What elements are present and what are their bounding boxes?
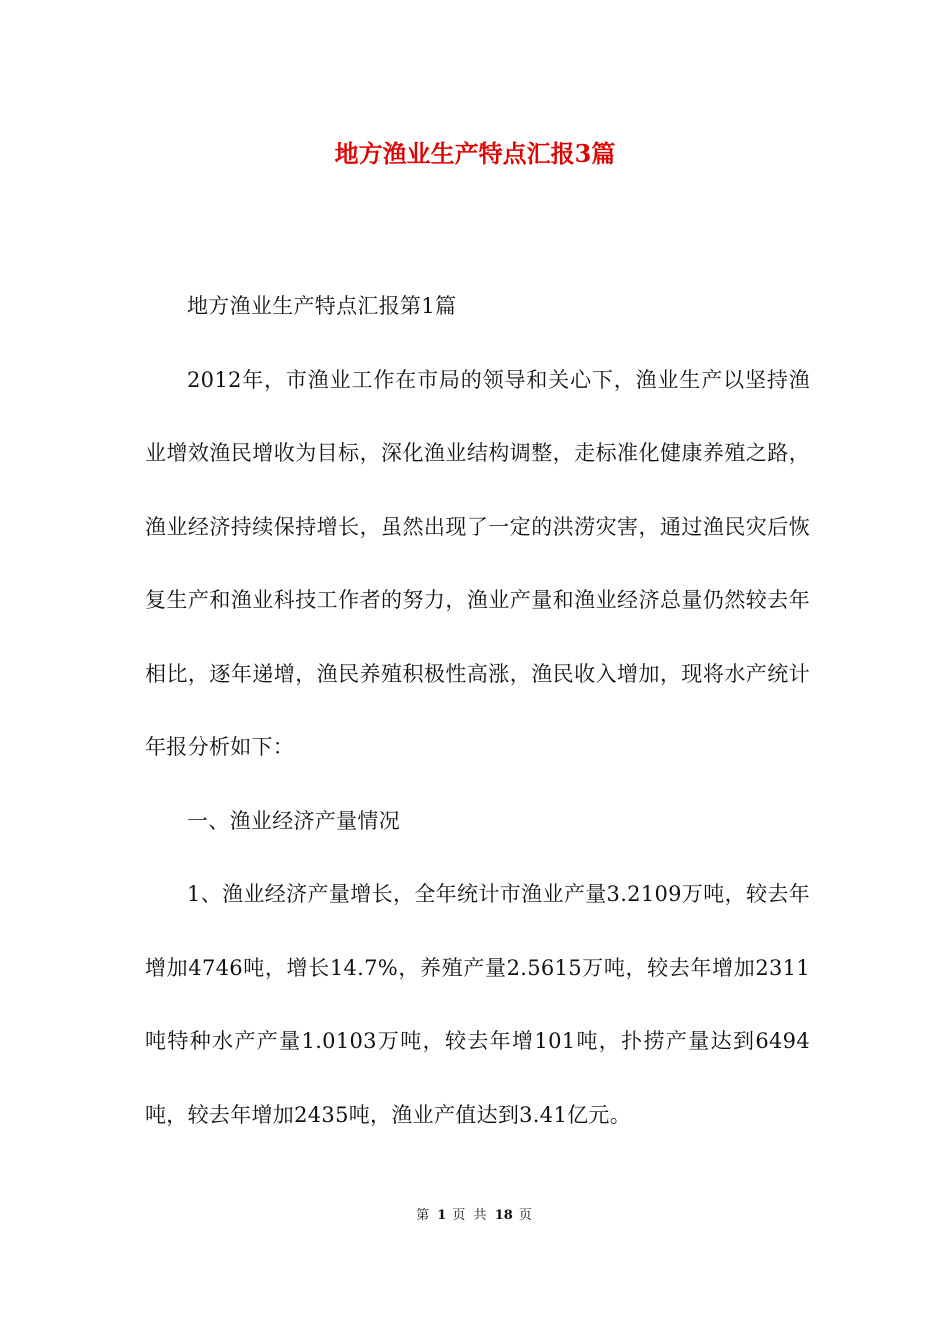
footer-suffix: 页 (518, 1208, 534, 1223)
section-subheading: 地方渔业生产特点汇报第1篇 (187, 294, 457, 318)
section-heading: 一、渔业经济产量情况 (187, 808, 400, 833)
footer-middle: 页 共 (452, 1208, 489, 1223)
footer-current-page: 1 (437, 1208, 447, 1223)
page-footer (0, 1206, 950, 1226)
paragraph-production: 1、渔业经济产量增长，全年统计市渔业产量3.2109万吨，较去年增加4746吨，增长14.7%，养殖产量2.5615万吨，较去年增加2311吨特种水产产量1.0103万吨，较去年增101吨，扑捞产量达到6494吨，较去年增加2435吨，渔业产值达到3.41亿元。 (145, 882, 810, 1127)
footer-prefix: 第 (416, 1208, 432, 1223)
footer-total-pages: 18 (494, 1208, 513, 1223)
document-body (145, 270, 810, 1152)
document-title: 地方渔业生产特点汇报3篇 (334, 139, 616, 168)
paragraph-intro: 2012年，市渔业工作在市局的领导和关心下，渔业生产以坚持渔业增效渔民增收为目标，深化渔业结构调整，走标准化健康养殖之路，渔业经济持续保持增长，虽然出现了一定的洪涝灾害，通过渔民灾后恢复生产和渔业科技工作者的努力，渔业产量和渔业经济总量仍然较去年相比，逐年递增，渔民养殖积极性高涨，渔民收入增加，现将水产统计年报分析如下： (145, 367, 810, 759)
